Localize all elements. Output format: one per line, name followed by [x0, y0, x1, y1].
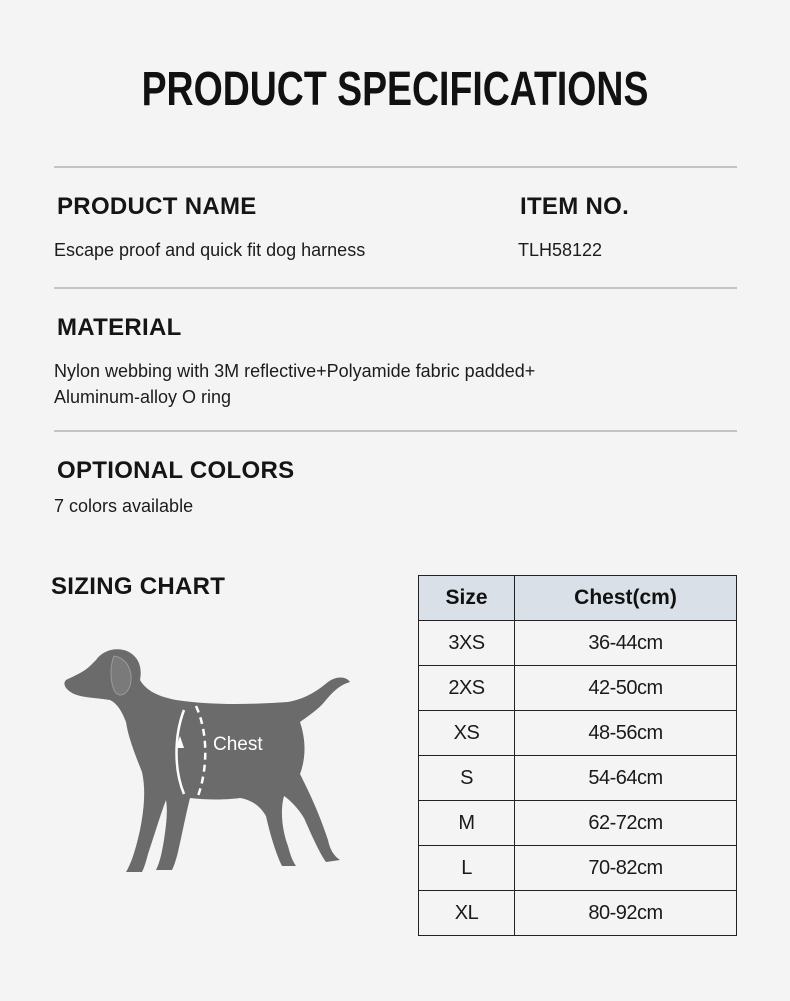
table-header-row — [419, 576, 737, 621]
item-no-label: ITEM NO. — [520, 193, 630, 220]
size-table — [418, 575, 737, 936]
chest-cell: 62-72cm — [515, 801, 737, 846]
divider — [54, 430, 737, 432]
table-row — [419, 801, 737, 846]
material-line-1: Nylon webbing with 3M reflective+Polyamide fabric padded+ — [54, 361, 536, 381]
chest-column-header: Chest(cm) — [515, 576, 737, 621]
dog-silhouette — [56, 640, 356, 880]
divider — [54, 166, 737, 168]
sizing-chart-label: SIZING CHART — [51, 573, 226, 600]
material-line-2: Aluminum-alloy O ring — [54, 387, 232, 407]
page-title: PRODUCT SPECIFICATIONS — [141, 63, 649, 116]
table-row — [419, 711, 737, 756]
size-column-header: Size — [419, 576, 515, 621]
size-cell: XS — [419, 711, 515, 756]
optional-colors-value: 7 colors available — [54, 496, 194, 516]
chest-cell: 42-50cm — [515, 666, 737, 711]
item-no-value: TLH58122 — [518, 240, 603, 260]
size-cell: L — [419, 846, 515, 891]
chest-cell: 54-64cm — [515, 756, 737, 801]
table-row — [419, 891, 737, 936]
chest-cell: 48-56cm — [515, 711, 737, 756]
chest-cell: 70-82cm — [515, 846, 737, 891]
product-name-value: Escape proof and quick fit dog harness — [54, 240, 366, 260]
divider — [54, 287, 737, 289]
table-row — [419, 846, 737, 891]
size-cell: 2XS — [419, 666, 515, 711]
product-name-label: PRODUCT NAME — [57, 193, 257, 220]
optional-colors-label: OPTIONAL COLORS — [57, 457, 295, 484]
size-cell: M — [419, 801, 515, 846]
table-row — [419, 756, 737, 801]
chest-label: Chest — [213, 734, 263, 755]
table-row — [419, 621, 737, 666]
size-cell: 3XS — [419, 621, 515, 666]
size-cell: XL — [419, 891, 515, 936]
dog-body-shape — [64, 649, 350, 872]
chest-cell: 36-44cm — [515, 621, 737, 666]
size-cell: S — [419, 756, 515, 801]
table-row — [419, 666, 737, 711]
material-label: MATERIAL — [57, 314, 182, 341]
chest-cell: 80-92cm — [515, 891, 737, 936]
